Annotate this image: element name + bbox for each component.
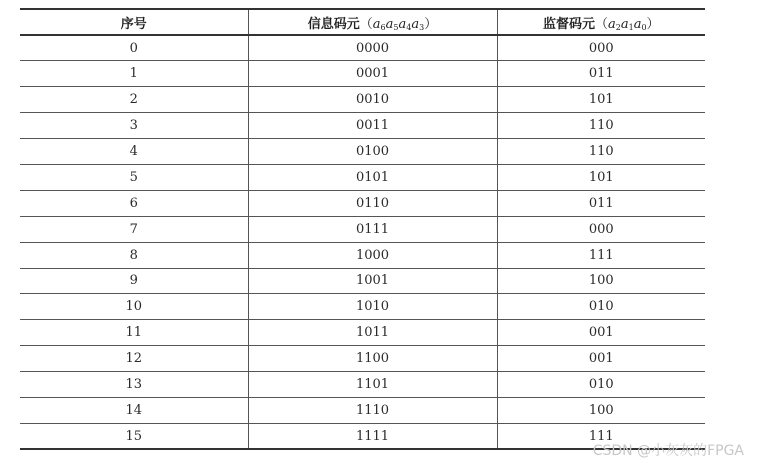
header-info-open-paren: （ <box>359 16 373 32</box>
header-info-close-paren: ） <box>424 16 438 32</box>
var-sub: 0 <box>641 22 647 32</box>
cell-info-code: 1011 <box>248 320 497 346</box>
cell-index: 2 <box>129 92 138 108</box>
cell-index: 11 <box>125 325 143 341</box>
header-info-code <box>248 9 497 35</box>
cell-check-code: 100 <box>497 268 705 294</box>
cell-check-code: 100 <box>497 397 705 423</box>
cell-check-code: 101 <box>497 87 705 113</box>
cell-check-code: 110 <box>497 113 705 139</box>
table-row <box>20 35 705 61</box>
cell-index: 13 <box>125 377 143 393</box>
cell-check-code: 000 <box>497 35 705 61</box>
table-row <box>20 320 705 346</box>
table-row <box>20 190 705 216</box>
header-check-close-paren: ） <box>646 16 660 32</box>
cell-index: 4 <box>129 144 138 159</box>
cell-check-code: 000 <box>497 216 705 242</box>
var-base: a <box>607 16 616 32</box>
cell-index: 8 <box>129 247 138 263</box>
cell-info-code: 0010 <box>248 87 497 113</box>
var-base: a <box>633 16 642 32</box>
cell-info-code: 0001 <box>248 61 497 87</box>
cell-info-code: 0011 <box>248 113 497 139</box>
table-row <box>20 397 705 423</box>
header-check-code <box>497 9 705 35</box>
header-index: 序号 <box>120 16 147 32</box>
table-row <box>20 216 705 242</box>
cell-check-code: 011 <box>497 61 705 87</box>
var-base: a <box>385 16 394 32</box>
cell-info-code: 1000 <box>248 242 497 268</box>
var-sub: 2 <box>615 22 621 32</box>
table-row <box>20 242 705 268</box>
cell-check-code: 111 <box>497 242 705 268</box>
cell-info-code: 1001 <box>248 268 497 294</box>
var-base: a <box>398 16 407 32</box>
cell-check-code: 001 <box>497 320 705 346</box>
table-row <box>20 61 705 87</box>
cell-check-code: 010 <box>497 372 705 398</box>
watermark: CSDN @小灰灰的FPGA <box>592 443 744 459</box>
var-sub: 1 <box>628 22 634 32</box>
table-header <box>20 9 705 35</box>
cell-check-code: 010 <box>497 294 705 320</box>
header-row <box>20 9 705 35</box>
cell-index: 10 <box>125 299 143 315</box>
cell-info-code: 0101 <box>248 164 497 190</box>
table-row <box>20 346 705 372</box>
var-sub: 3 <box>419 22 425 32</box>
var-base: a <box>411 16 420 32</box>
table-row <box>20 87 705 113</box>
cell-index: 15 <box>125 428 143 444</box>
cell-check-code: 001 <box>497 346 705 372</box>
table-row <box>20 139 705 165</box>
var-sub: 4 <box>406 22 412 32</box>
cell-info-code: 0110 <box>248 190 497 216</box>
var-sub: 5 <box>393 22 399 32</box>
cell-index: 14 <box>125 402 143 418</box>
cell-check-code: 111 <box>497 423 705 449</box>
cell-info-code: 0000 <box>248 35 497 61</box>
cell-index: 6 <box>129 195 138 211</box>
table-row <box>20 164 705 190</box>
var-base: a <box>372 16 381 32</box>
cell-info-code: 1010 <box>248 294 497 320</box>
header-check-label: 监督码元 <box>542 16 595 32</box>
var-sub: 6 <box>380 22 386 32</box>
cell-index: 1 <box>129 66 138 82</box>
cell-index: 5 <box>129 169 138 185</box>
code-table-container <box>20 8 705 450</box>
cell-info-code: 0111 <box>248 216 497 242</box>
table-row <box>20 268 705 294</box>
header-check-vars <box>608 17 647 32</box>
cell-index: 12 <box>125 351 143 367</box>
cell-check-code: 101 <box>497 164 705 190</box>
cell-info-code: 1110 <box>248 397 497 423</box>
cell-index: 0 <box>129 40 138 56</box>
var-base: a <box>620 16 629 32</box>
code-table <box>20 8 705 450</box>
table-row <box>20 372 705 398</box>
cell-info-code: 1100 <box>248 346 497 372</box>
table-row <box>20 113 705 139</box>
cell-info-code: 1101 <box>248 372 497 398</box>
cell-index: 9 <box>129 273 138 289</box>
table-body <box>20 35 705 449</box>
cell-info-code: 1111 <box>248 423 497 449</box>
cell-check-code: 011 <box>497 190 705 216</box>
cell-check-code: 110 <box>497 139 705 165</box>
header-check-open-paren: （ <box>594 16 608 32</box>
cell-index: 3 <box>129 118 138 134</box>
cell-info-code: 0100 <box>248 139 497 165</box>
cell-index: 7 <box>129 221 138 237</box>
header-info-label: 信息码元 <box>307 16 360 32</box>
header-info-vars <box>373 17 424 32</box>
table-row <box>20 294 705 320</box>
